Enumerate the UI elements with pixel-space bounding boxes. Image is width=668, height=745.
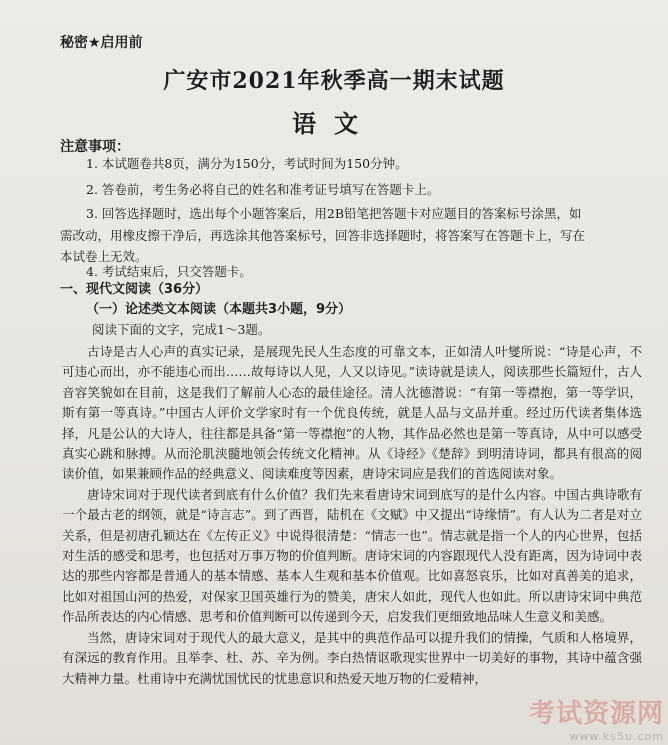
subject-title: 语文 bbox=[292, 110, 376, 138]
section-heading: 一、现代文阅读（36分） bbox=[60, 282, 209, 297]
watermark-text: 考试资源网 bbox=[528, 699, 664, 729]
note-item: 需改动，用橡皮擦干净后，再选涂其他答案标号，回答非选择题时，将答案写在答题卡上，写在 bbox=[60, 228, 586, 243]
passage-paragraph: 古诗是古人心声的真实记录，是展现先民人生态度的可靠文本，正如清人叶燮所说：“诗是心声，不可违心而出，亦不能违心而出……故每诗以人见，人又以诗见。”读诗就是读人，阅读那些长篇短什，古人音容笑貌如在目前，这是我们了解前人心态的最佳途径。清人沈德潜说：“有第一等襟抱，第一等学识，斯有第一等真诗。”中国古人评价文学家时有一个优良传统，就是人品与文品并重。经过历代读者集体选择，凡是公认的大诗人，往往都是具备“第一等襟抱”的人物，其作品必然也是第一等真诗，从中可以感受真实心跳和脉搏。从而沦肌浃髓地领会传统文化精神。从《诗经》《楚辞》到明清诗词，都具有很高的阅读价值，如果兼顾作品的经典意义、阅读难度等因素，唐诗宋词应是我们的首选阅读对象。 bbox=[62, 344, 642, 482]
note-item: 2. 答卷前，考生务必将自己的姓名和准考证号填写在答题卡上。 bbox=[86, 182, 440, 197]
exam-title: 广安市2021年秋季高一期末试题 bbox=[163, 68, 505, 94]
watermark-url: www.ks5u.com bbox=[569, 730, 664, 743]
note-item: 4. 考试结束后，只交答题卡。 bbox=[86, 264, 252, 279]
note-item: 3. 回答选择题时，选出每个小题答案后，用2B铅笔把答题卡对应题目的答案标号涂黑，如 bbox=[86, 206, 582, 221]
reading-instruction: 阅读下面的文字，完成1～3题。 bbox=[92, 322, 271, 337]
passage-paragraph: 唐诗宋词对于现代读者到底有什么价值？我们先来看唐诗宋词到底写的是什么内容。中国古典诗歌有一个最古老的纲领，就是“诗言志”。到了西晋，陆机在《文赋》中又提出“诗缘情”。有人认为二者是对立关系，但是初唐孔颖达在《左传正义》中说得很清楚：“情志一也”。情志就是指一个人的内心世界，包括对生活的感受和思考，也包括对万事万物的价值判断。唐诗宋词的内容跟现代人没有距离，因为诗词中表达的那些内容都是普通人的基本情感、基本人生观和基本价值观。比如喜怒哀乐，比如对真善美的追求，比如对祖国山河的热爱，对保家卫国英雄行为的赞美，唐宋人如此，现代人也如此。所以唐诗宋词中典范作品所表达的内心情感、思考和价值判断可以传递到今天，启发我们更细致地品味人生意义和美感。 bbox=[62, 486, 642, 625]
notes-heading: 注意事项： bbox=[60, 139, 130, 155]
reading-passage bbox=[62, 342, 642, 689]
secret-label: 秘密★启用前 bbox=[60, 35, 143, 51]
passage-paragraph: 当然，唐诗宋词对于现代人的最大意义，是其中的典范作品可以提升我们的情操，气质和人格境界，有深远的教育作用。且举李、杜、苏、辛为例。李白热情讴歌现实世界中一切美好的事物，其诗中蕴含强大精神力量。杜甫诗中充满忧国忧民的忧患意识和热爱天地万物的仁爱精神， bbox=[62, 629, 642, 686]
note-item: 本试卷上无效。 bbox=[60, 249, 148, 264]
note-item: 1. 本试题卷共8页，满分为150分，考试时间为150分钟。 bbox=[86, 156, 408, 171]
site-watermark bbox=[529, 693, 664, 743]
subsection-heading: （一）论述类文本阅读（本题共3小题，9分） bbox=[86, 302, 352, 317]
